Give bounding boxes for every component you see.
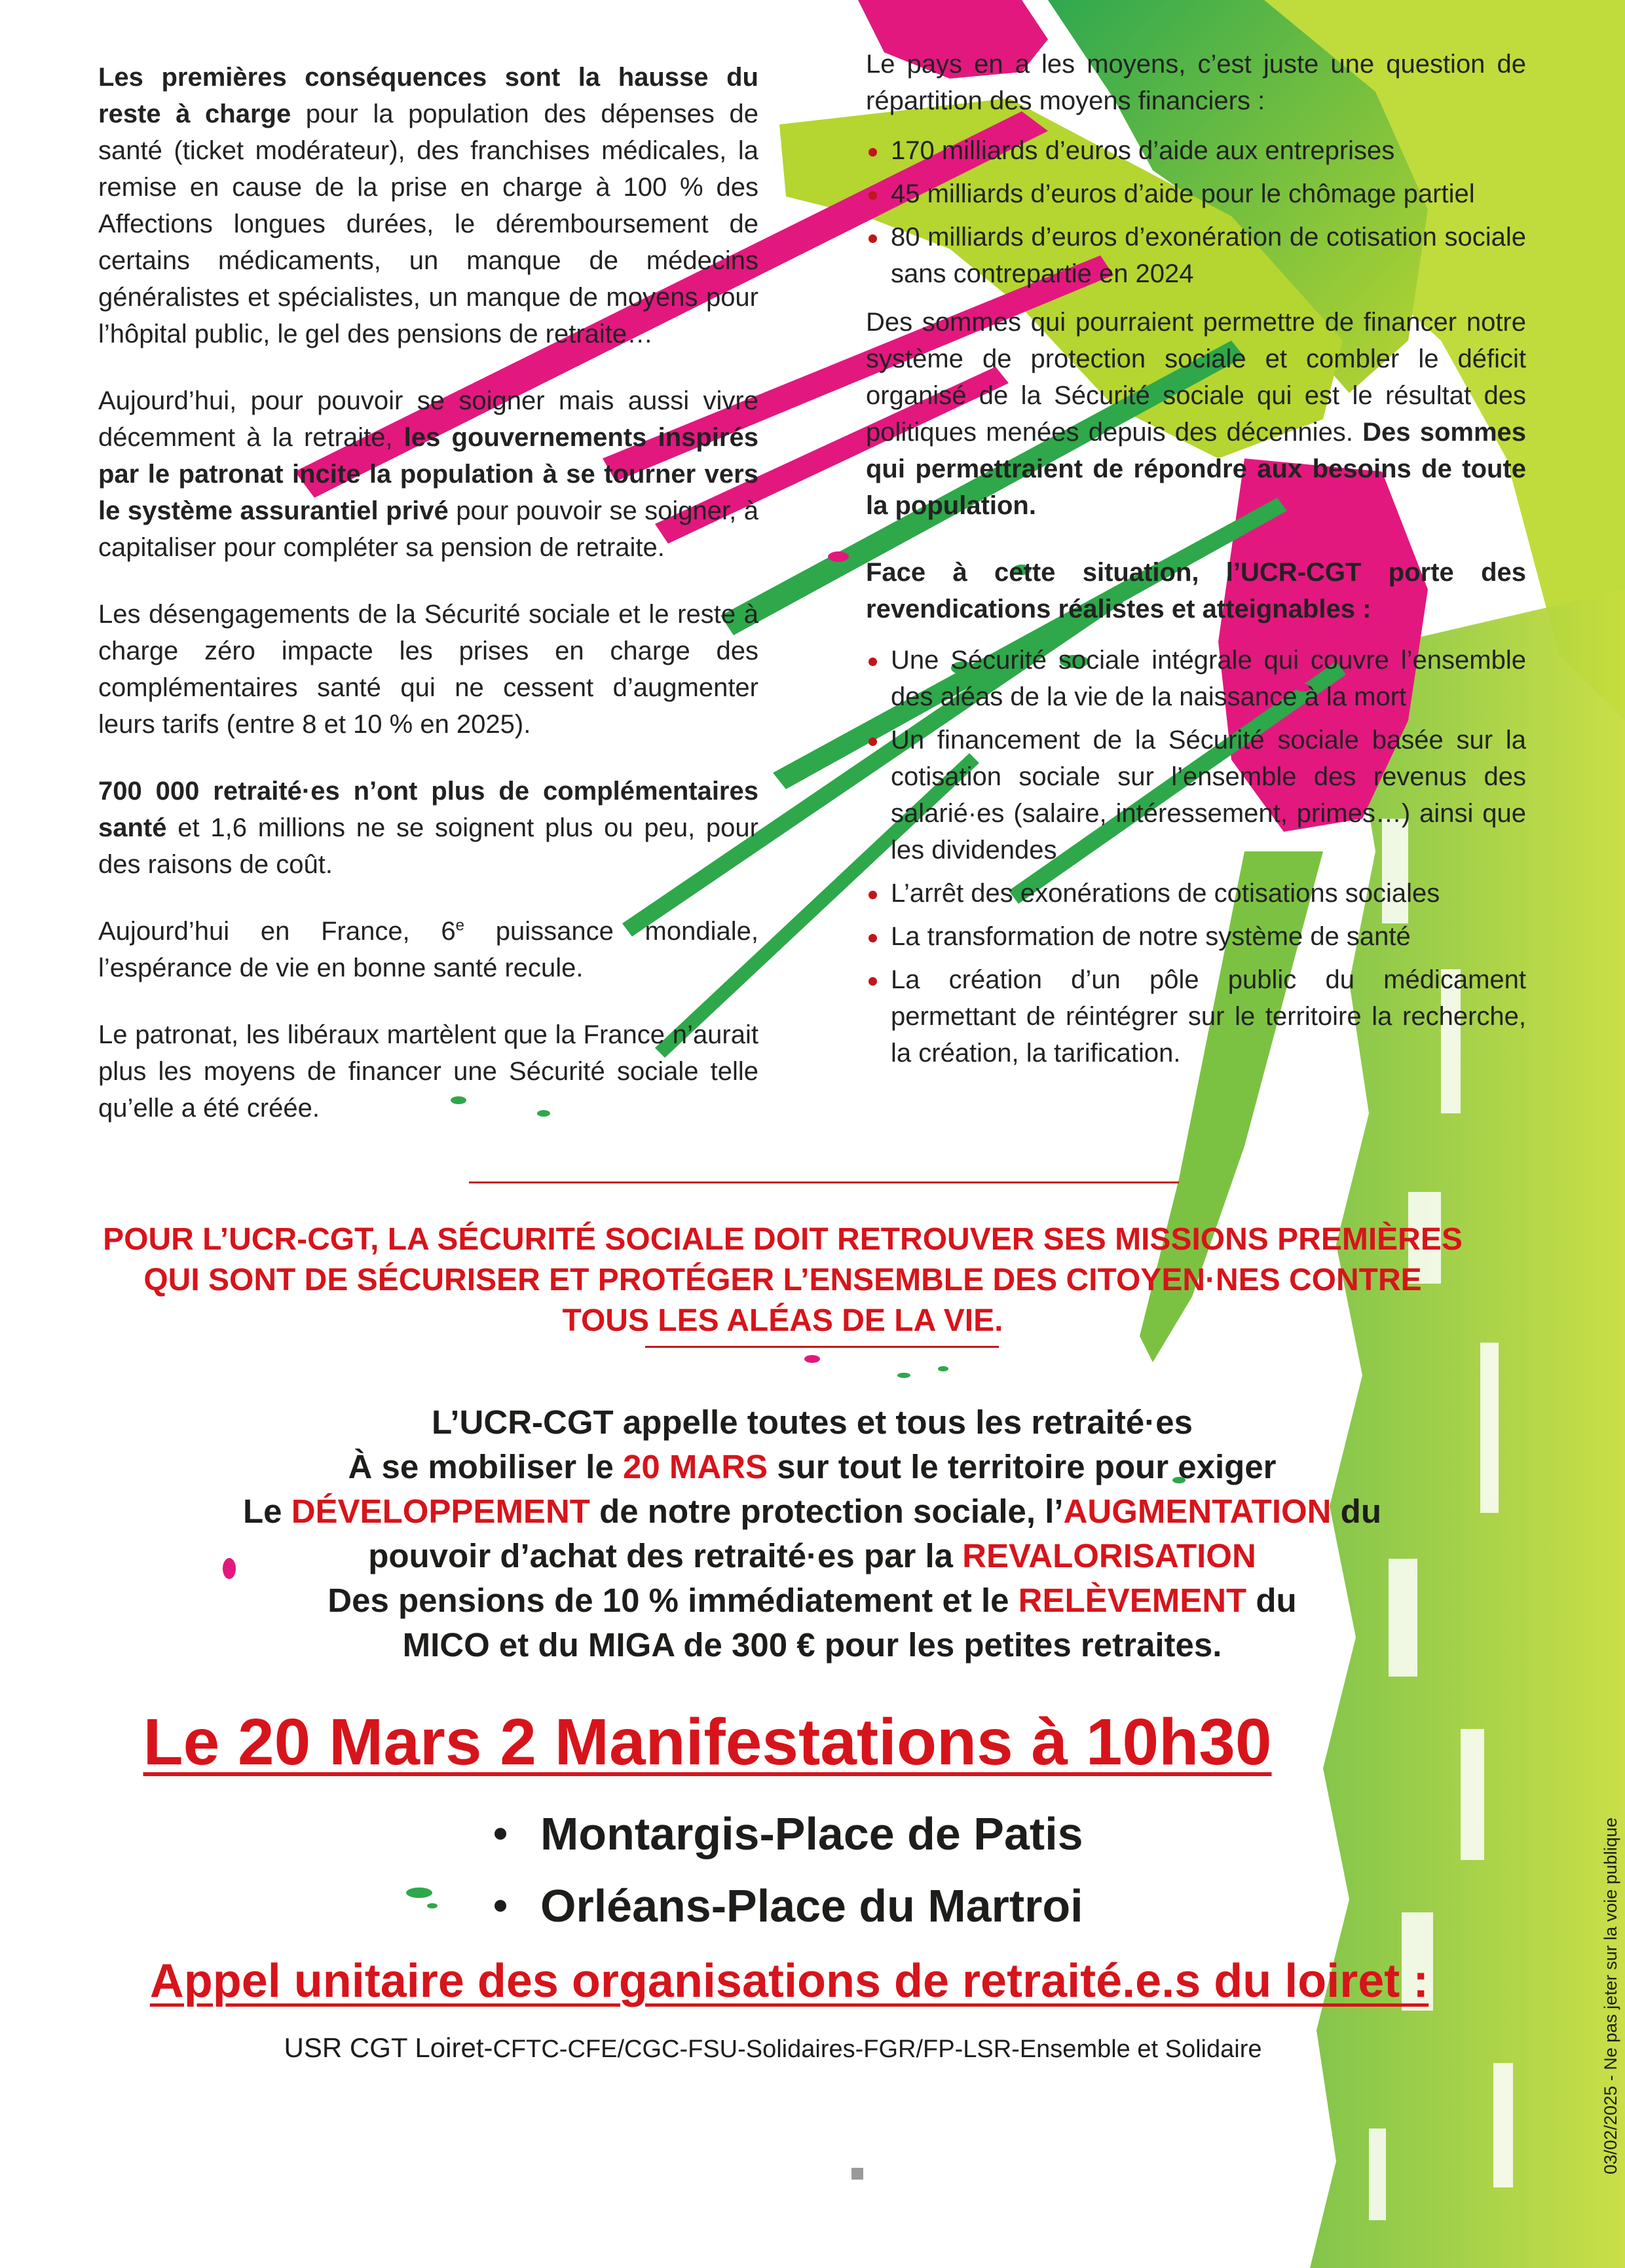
appeal-line bbox=[98, 1489, 1526, 1534]
paragraph-sommes bbox=[866, 304, 1526, 524]
appeal-highlight: DÉVELOPPEMENT bbox=[291, 1493, 590, 1530]
section-divider bbox=[469, 1181, 1179, 1183]
appeal-highlight: AUGMENTATION bbox=[1063, 1493, 1332, 1530]
paragraph-moyens-intro: Le pays en a les moyens, c’est juste une question de répartition des moyens financiers : bbox=[866, 50, 1526, 115]
location-orleans: Orléans-Place du Martroi bbox=[488, 1870, 1083, 1942]
paragraph-complementaires bbox=[98, 773, 758, 883]
paragraph-patronat: Le patronat, les libéraux martèlent que la France n’aurait plus les moyens de financer une Sécurité sociale telle qu’elle a été créée. bbox=[98, 1020, 758, 1123]
demands-title-text: Face à cette situation, l’UCR-CGT porte des revendications réalistes et atteignables : bbox=[866, 558, 1526, 623]
appeal-line: MICO et du MIGA de 300 € pour les petites retraites. bbox=[402, 1626, 1222, 1664]
list-item: Un financement de la Sécurité sociale basée sur la cotisation sociale sur l’ensemble des revenus des salarié·es (salaire, intéressement, primes…) ainsi que les dividendes bbox=[866, 722, 1526, 868]
organizations-rest: CFTC-CFE/CGC-FSU-Solidaires-FGR/FP-LSR-Ensemble et Solidaire bbox=[493, 2036, 1262, 2063]
appeal-text: Des pensions de 10 % immédiatement et le bbox=[327, 1582, 1018, 1619]
figures-list bbox=[866, 132, 1526, 292]
location-montargis: Montargis-Place de Patis bbox=[488, 1798, 1083, 1870]
left-column bbox=[98, 59, 758, 1157]
unitary-call-title: Appel unitaire des organisations de retraité.e.s du loiret : bbox=[149, 1955, 1429, 2007]
list-item: 45 milliards d’euros d’aide pour le chômage partiel bbox=[866, 176, 1526, 212]
paragraph-text: Des sommes qui pourraient permettre de financer notre système de protection sociale et combler le déficit organisé de la Sécurité sociale qui est le résultat des politiques menées depuis des décennies. bbox=[866, 308, 1526, 447]
right-column bbox=[866, 46, 1526, 1098]
page-marker-square bbox=[851, 2168, 863, 2180]
appeal-text: du bbox=[1331, 1493, 1381, 1530]
list-item: L’arrêt des exonérations de cotisations sociales bbox=[866, 875, 1526, 912]
event-title: Le 20 Mars 2 Manifestations à 10h30 bbox=[143, 1705, 1272, 1779]
organizations-line bbox=[111, 2032, 1434, 2066]
paragraph-text: pour pouvoir se soigner, à capitaliser pour compléter sa pension de retraite. bbox=[98, 496, 759, 562]
appeal-line bbox=[98, 1534, 1526, 1578]
list-item: La création d’un pôle public du médicament permettant de réintégrer sur le territoire la recherche, la création, la tarification. bbox=[866, 961, 1526, 1071]
appeal-line bbox=[98, 1578, 1526, 1623]
paragraph-bold-lead: Les premières conséquences sont la hausse du reste à charge bbox=[98, 63, 758, 128]
paragraph-reste-a-charge bbox=[98, 59, 758, 352]
appeal-highlight: RELÈVEMENT bbox=[1018, 1582, 1247, 1619]
appeal-text: de notre protection sociale, l’ bbox=[589, 1493, 1064, 1530]
ordinal-superscript: e bbox=[455, 916, 464, 935]
appeal-line bbox=[98, 1445, 1526, 1489]
list-item: La transformation de notre système de santé bbox=[866, 918, 1526, 955]
appeal-text: sur tout le territoire pour exiger bbox=[768, 1448, 1277, 1485]
paragraph-esperance-de-vie bbox=[98, 913, 758, 986]
list-item: 80 milliards d’euros d’exonération de cotisation sociale sans contrepartie en 2024 bbox=[866, 219, 1526, 292]
paragraph-text: Aujourd’hui, pour pouvoir se soigner mais aussi vivre décemment à la retraite, bbox=[98, 386, 758, 452]
paragraph-text: pour la population des dépenses de santé (ticket modérateur), des franchises médicales, la remise en cause de la prise en charge à 100 % des Affections longues durées, le déremboursement de certains médicaments, un manque de médecins généralistes et spécialistes, un manque de moyens pour l’hôpital public, le gel des pensions de retraite… bbox=[98, 100, 758, 348]
paragraph-bold-text: les gouvernements inspirés par le patronat incite la population à se tourner vers le système assurantiel privé bbox=[98, 423, 758, 525]
paragraph-bold-text: Des sommes qui permettraient de répondre aux besoins de toute la population. bbox=[866, 418, 1527, 520]
demands-list bbox=[866, 642, 1526, 1071]
list-item: 170 milliards d’euros d’aide aux entreprises bbox=[866, 132, 1526, 169]
headline-line: TOUS LES ALÉAS DE LA VIE. bbox=[562, 1303, 1003, 1338]
paragraph-text: Aujourd’hui en France, 6 bbox=[98, 917, 456, 946]
appeal-highlight: REVALORISATION bbox=[962, 1537, 1256, 1574]
appeal-date-highlight: 20 MARS bbox=[622, 1448, 768, 1485]
organizations-lead: USR CGT Loiret- bbox=[284, 2032, 493, 2063]
paragraph-bold-lead: 700 000 retraité·es n’ont plus de complémentaires santé bbox=[98, 777, 758, 842]
headline-line: QUI SONT DE SÉCURISER ET PROTÉGER L’ENSEMBLE DES CITOYEN·NES CONTRE bbox=[143, 1263, 1422, 1297]
mobilisation-appeal bbox=[98, 1400, 1526, 1667]
locations-list bbox=[488, 1798, 1083, 1942]
paragraph-gouvernements bbox=[98, 382, 758, 566]
paragraph-desengagements: Les désengagements de la Sécurité sociale et le reste à charge zéro impacte les prises en charge des complémentaires santé qui ne cessent d’augmenter leurs tarifs (entre 8 et 10 % en 2025). bbox=[98, 600, 758, 739]
appeal-text: À se mobiliser le bbox=[348, 1448, 623, 1485]
appeal-text: pouvoir d’achat des retraité·es par la bbox=[368, 1537, 963, 1574]
headline-line: POUR L’UCR-CGT, LA SÉCURITÉ SOCIALE DOIT RETROUVER SES MISSIONS PREMIÈRES bbox=[103, 1222, 1463, 1257]
mission-headline bbox=[26, 1219, 1539, 1341]
appeal-line: L’UCR-CGT appelle toutes et tous les retraité·es bbox=[432, 1404, 1193, 1441]
paragraph-text: et 1,6 millions ne se soignent plus ou peu, pour des raisons de coût. bbox=[98, 813, 758, 879]
demands-title bbox=[866, 554, 1526, 627]
legal-footer-note: 03/02/2025 - Ne pas jeter sur la voie publique bbox=[1601, 1817, 1620, 2174]
headline-underline bbox=[645, 1346, 999, 1348]
appeal-text: du bbox=[1246, 1582, 1297, 1619]
paragraph-text: puissance mondiale, l’espérance de vie en bonne santé recule. bbox=[98, 917, 758, 982]
appeal-text: Le bbox=[243, 1493, 291, 1530]
list-item: Une Sécurité sociale intégrale qui couvre l’ensemble des aléas de la vie de la naissance à la mort bbox=[866, 642, 1526, 715]
